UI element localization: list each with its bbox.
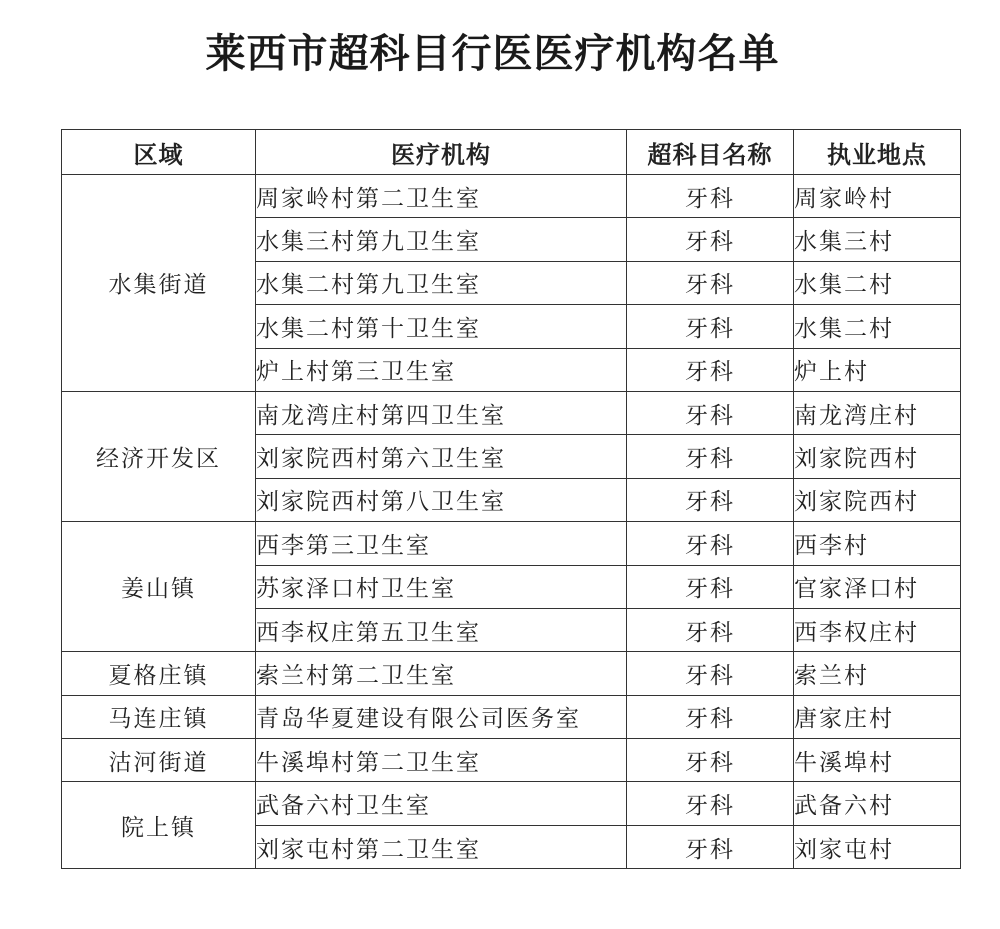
region-cell: 经济开发区 [62,391,256,521]
institution-cell: 刘家屯村第二卫生室 [256,825,627,868]
location-cell: 西李权庄村 [794,608,961,651]
location-cell: 刘家屯村 [794,825,961,868]
subject-cell: 牙科 [627,348,794,391]
location-cell: 炉上村 [794,348,961,391]
subject-cell: 牙科 [627,522,794,565]
table-row [62,652,961,695]
table-row [62,175,961,218]
region-cell: 院上镇 [62,782,256,869]
subject-cell: 牙科 [627,305,794,348]
institution-cell: 青岛华夏建设有限公司医务室 [256,695,627,738]
subject-cell: 牙科 [627,391,794,434]
region-cell: 姜山镇 [62,522,256,652]
table-row [62,522,961,565]
location-cell: 唐家庄村 [794,695,961,738]
location-cell: 刘家院西村 [794,478,961,521]
location-cell: 西李村 [794,522,961,565]
table-body [62,175,961,869]
location-cell: 水集三村 [794,218,961,261]
region-cell: 水集街道 [62,175,256,392]
subject-cell: 牙科 [627,739,794,782]
header-location: 执业地点 [794,130,961,175]
region-cell: 马连庄镇 [62,695,256,738]
subject-cell: 牙科 [627,652,794,695]
institution-cell: 索兰村第二卫生室 [256,652,627,695]
institution-cell: 西李第三卫生室 [256,522,627,565]
table-row [62,695,961,738]
institution-cell: 刘家院西村第八卫生室 [256,478,627,521]
location-cell: 周家岭村 [794,175,961,218]
header-row [62,130,961,175]
institution-cell: 牛溪埠村第二卫生室 [256,739,627,782]
region-cell: 沽河街道 [62,739,256,782]
institution-cell: 炉上村第三卫生室 [256,348,627,391]
institution-cell: 武备六村卫生室 [256,782,627,825]
institution-cell: 刘家院西村第六卫生室 [256,435,627,478]
subject-cell: 牙科 [627,695,794,738]
location-cell: 刘家院西村 [794,435,961,478]
subject-cell: 牙科 [627,435,794,478]
location-cell: 南龙湾庄村 [794,391,961,434]
header-region: 区域 [62,130,256,175]
subject-cell: 牙科 [627,565,794,608]
institution-cell: 西李权庄第五卫生室 [256,608,627,651]
table-row [62,391,961,434]
page-title: 莱西市超科目行医医疗机构名单 [205,31,780,77]
location-cell: 索兰村 [794,652,961,695]
subject-cell: 牙科 [627,175,794,218]
subject-cell: 牙科 [627,218,794,261]
institution-cell: 南龙湾庄村第四卫生室 [256,391,627,434]
table-header [62,130,961,175]
table-row [62,739,961,782]
header-subject: 超科目名称 [627,130,794,175]
header-institution: 医疗机构 [256,130,627,175]
institution-cell: 水集三村第九卫生室 [256,218,627,261]
institution-cell: 水集二村第十卫生室 [256,305,627,348]
subject-cell: 牙科 [627,608,794,651]
institution-cell: 苏家泽口村卫生室 [256,565,627,608]
subject-cell: 牙科 [627,261,794,304]
region-cell: 夏格庄镇 [62,652,256,695]
subject-cell: 牙科 [627,782,794,825]
location-cell: 武备六村 [794,782,961,825]
location-cell: 水集二村 [794,305,961,348]
institution-cell: 水集二村第九卫生室 [256,261,627,304]
location-cell: 官家泽口村 [794,565,961,608]
institution-table [61,129,961,869]
subject-cell: 牙科 [627,478,794,521]
location-cell: 水集二村 [794,261,961,304]
subject-cell: 牙科 [627,825,794,868]
table-row [62,782,961,825]
institution-cell: 周家岭村第二卫生室 [256,175,627,218]
location-cell: 牛溪埠村 [794,739,961,782]
